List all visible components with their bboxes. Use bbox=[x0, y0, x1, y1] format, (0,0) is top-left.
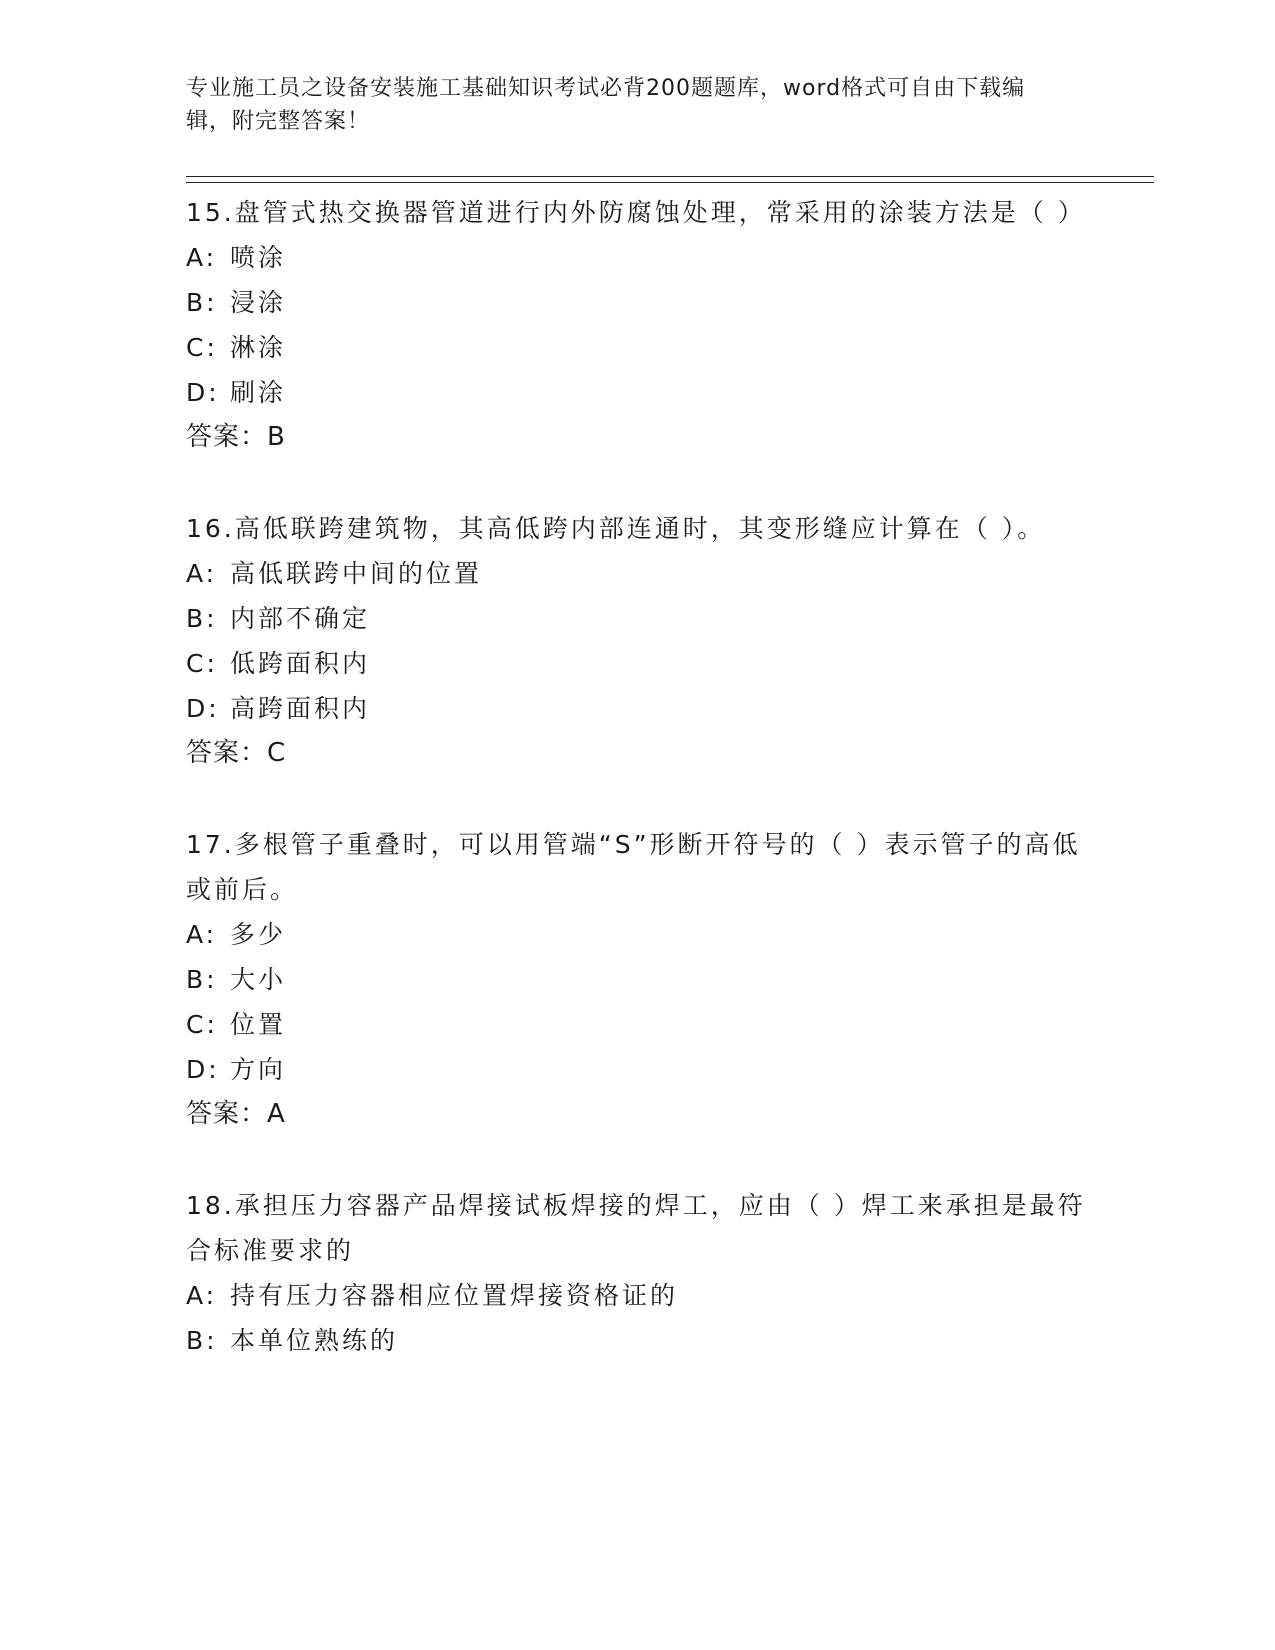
option-b bbox=[186, 596, 1086, 641]
answer-line: 答案：A bbox=[186, 1099, 286, 1129]
option-text: 本单位熟练的 bbox=[230, 1326, 399, 1355]
option-text: 喷涂 bbox=[230, 243, 287, 272]
option-d bbox=[186, 686, 1086, 731]
document-header: 专业施工员之设备安装施工基础知识考试必背200题题库，word格式可自由下载编辑，附完整答案！ bbox=[186, 76, 1026, 134]
option-letter: D: bbox=[186, 1055, 220, 1084]
option-text: 大小 bbox=[230, 965, 287, 994]
option-c bbox=[186, 325, 1086, 370]
question-18 bbox=[186, 1183, 1086, 1363]
question-17 bbox=[186, 822, 1086, 1137]
answer-line: 答案：C bbox=[186, 738, 287, 768]
option-text: 位置 bbox=[230, 1010, 287, 1039]
option-letter: D: bbox=[186, 694, 220, 723]
answer-line: 答案：B bbox=[186, 422, 286, 452]
option-letter: D: bbox=[186, 378, 220, 407]
option-b bbox=[186, 957, 1086, 1002]
option-text: 刷涂 bbox=[230, 378, 287, 407]
header-divider-bottom bbox=[186, 182, 1154, 183]
option-letter: A: bbox=[186, 1281, 218, 1310]
option-text: 内部不确定 bbox=[230, 604, 371, 633]
option-letter: C: bbox=[186, 333, 218, 362]
option-b bbox=[186, 280, 1086, 325]
question-stem: 15.盘管式热交换器管道进行内外防腐蚀处理，常采用的涂装方法是（ ） bbox=[186, 198, 1086, 227]
header-divider-top bbox=[186, 176, 1154, 177]
option-letter: B: bbox=[186, 604, 218, 633]
option-a bbox=[186, 551, 1086, 596]
option-letter: C: bbox=[186, 649, 218, 678]
option-text: 浸涂 bbox=[230, 288, 287, 317]
option-letter: B: bbox=[186, 965, 218, 994]
question-stem: 17.多根管子重叠时，可以用管端“S”形断开符号的（ ）表示管子的高低或前后。 bbox=[186, 830, 1081, 904]
option-letter: A: bbox=[186, 559, 218, 588]
option-c bbox=[186, 1002, 1086, 1047]
option-text: 淋涂 bbox=[230, 333, 287, 362]
option-text: 多少 bbox=[230, 920, 287, 949]
question-16 bbox=[186, 506, 1086, 776]
option-letter: A: bbox=[186, 920, 218, 949]
option-text: 持有压力容器相应位置焊接资格证的 bbox=[230, 1281, 679, 1310]
option-d bbox=[186, 370, 1086, 415]
option-d bbox=[186, 1047, 1086, 1092]
option-text: 低跨面积内 bbox=[230, 649, 371, 678]
option-letter: B: bbox=[186, 1326, 218, 1355]
option-letter: B: bbox=[186, 288, 218, 317]
question-list bbox=[186, 190, 1086, 1409]
option-b bbox=[186, 1318, 1086, 1363]
question-stem: 18.承担压力容器产品焊接试板焊接的焊工，应由（ ）焊工来承担是最符合标准要求的 bbox=[186, 1191, 1086, 1265]
option-letter: A: bbox=[186, 243, 218, 272]
option-c bbox=[186, 641, 1086, 686]
question-15 bbox=[186, 190, 1086, 460]
option-a bbox=[186, 235, 1086, 280]
option-text: 高跨面积内 bbox=[230, 694, 371, 723]
option-letter: C: bbox=[186, 1010, 218, 1039]
option-a bbox=[186, 912, 1086, 957]
question-stem: 16.高低联跨建筑物，其高低跨内部连通时，其变形缝应计算在（ ）。 bbox=[186, 514, 1046, 543]
option-text: 方向 bbox=[230, 1055, 287, 1084]
option-a bbox=[186, 1273, 1086, 1318]
option-text: 高低联跨中间的位置 bbox=[230, 559, 483, 588]
